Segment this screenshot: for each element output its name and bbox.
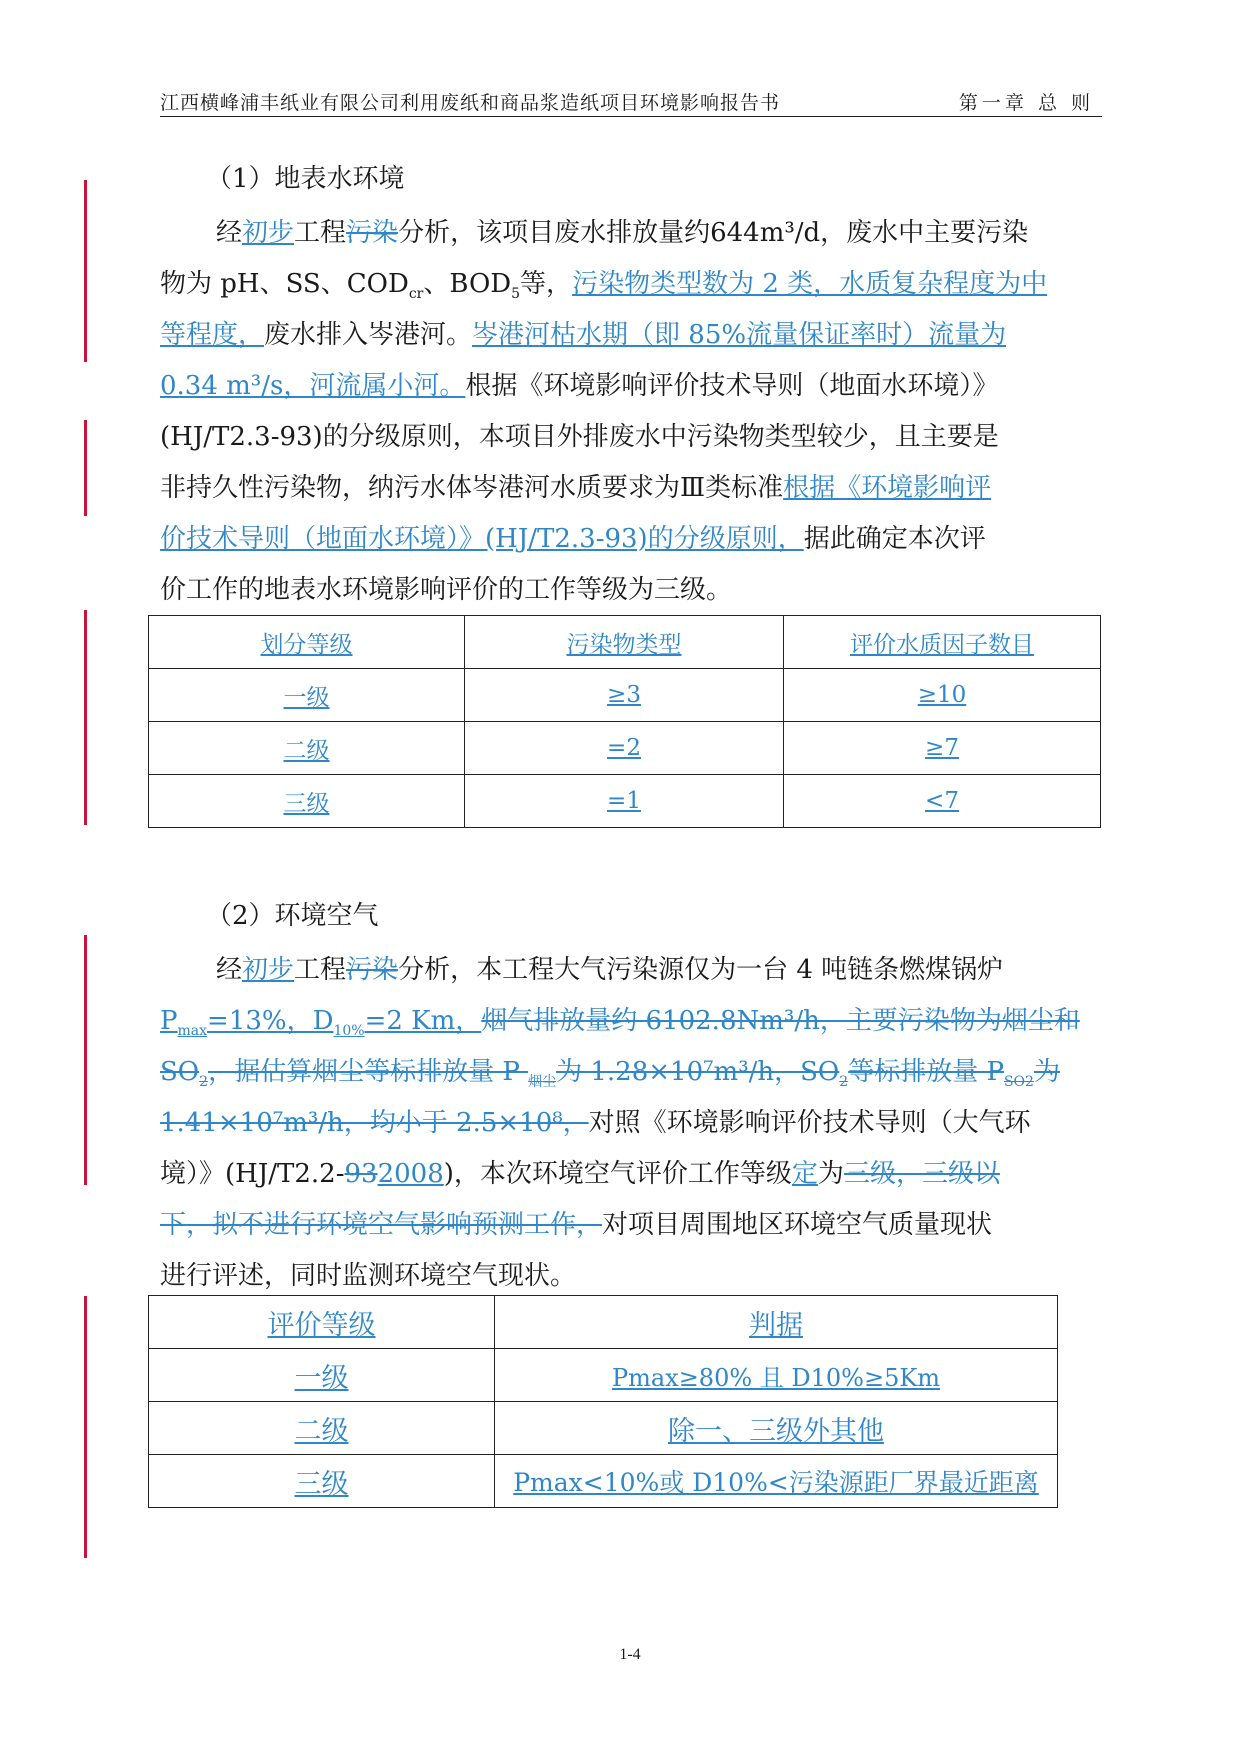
table-header-cell: 评价等级 (149, 1296, 495, 1349)
text-line: 0.34 m³/s，河流属小河。根据《环境影响评价技术导则（地面水环境）》 (160, 371, 999, 401)
revision-bar (84, 420, 87, 516)
table-cell: =1 (465, 775, 784, 828)
table-cell: 三级 (149, 775, 465, 828)
paragraph-surface-water (160, 208, 1102, 616)
table-cell: 三级 (149, 1455, 495, 1508)
section-heading-surface-water: （1）地表水环境 (206, 164, 405, 194)
revision-bar (84, 935, 87, 1185)
table-row (149, 775, 1101, 828)
table-cell: 一级 (149, 1349, 495, 1402)
table-cell: 二级 (149, 1402, 495, 1455)
paragraph-ambient-air (160, 945, 1102, 1302)
text-line: 经初步工程污染分析，该项目废水排放量约644m³/d，废水中主要污染 (216, 218, 1029, 248)
table-cell: 一级 (149, 669, 465, 722)
table-row (149, 1402, 1058, 1455)
table-cell: Pmax<10%或 D10%<污染源距厂界最近距离 (495, 1455, 1058, 1508)
section-heading-ambient-air: （2）环境空气 (206, 901, 379, 931)
page-number: 1-4 (619, 1646, 641, 1663)
table-row (149, 669, 1101, 722)
surface-water-grade-table (148, 615, 1101, 828)
table-cell: Pmax≥80% 且 D10%≥5Km (495, 1349, 1058, 1402)
ambient-air-grade-table (148, 1295, 1058, 1508)
table-cell: 二级 (149, 722, 465, 775)
chapter-title: 第一章 总 则 (958, 92, 1094, 114)
text-line: $P_{max}=13\%$，$D_{10\%}=2$ Km，烟气排放量约 6102.8Nm³/h，主要污染物为烟尘和 (160, 1006, 1080, 1040)
table-header-cell: 判据 (495, 1296, 1058, 1349)
document-title: 江西横峰浦丰纸业有限公司利用废纸和商品浆造纸项目环境影响报告书 (160, 92, 781, 114)
table-cell: <7 (784, 775, 1101, 828)
table-header-cell: 污染物类型 (465, 616, 784, 669)
text-line: 经初步工程污染分析，本工程大气污染源仅为一台 4 吨链条燃煤锅炉 (216, 955, 1004, 985)
table-cell: ≥7 (784, 722, 1101, 775)
table-row (149, 1349, 1058, 1402)
text-line: $SO_2$，据估算烟尘等标排放量 P $_{烟尘}$为 1.28×10⁷m³/h，$SO_2$等标排放量 $P_{SO2}$为 (160, 1057, 1060, 1091)
revision-bar (84, 1296, 87, 1558)
revision-bar (84, 610, 87, 825)
table-cell: ≥3 (465, 669, 784, 722)
table-cell: ≥10 (784, 669, 1101, 722)
text-line: 境）》(HJ/T2.2-932008)，本次环境空气评价工作等级定为三级，三级以 (160, 1159, 1000, 1189)
text-line: 价技术导则（地面水环境）》(HJ/T2.3-93)的分级原则，据此确定本次评 (160, 524, 986, 554)
table-cell: 除一、三级外其他 (495, 1402, 1058, 1455)
table-header-cell: 划分等级 (149, 616, 465, 669)
table-row (149, 722, 1101, 775)
text-line: 价工作的地表水环境影响评价的工作等级为三级。 (160, 575, 733, 605)
page-header (160, 84, 1102, 117)
revision-bar (84, 180, 87, 362)
text-line: 1.41×10⁷m³/h，均小于 2.5×10⁸，对照《环境影响评价技术导则（大气环 (160, 1108, 1031, 1138)
text-line: 非持久性污染物，纳污水体岑港河水质要求为Ⅲ类标准根据《环境影响评 (160, 473, 992, 503)
table-header-row (149, 1296, 1058, 1349)
text-line: 进行评述，同时监测环境空气现状。 (160, 1261, 577, 1291)
table-header-cell: 评价水质因子数目 (784, 616, 1101, 669)
table-header-row (149, 616, 1101, 669)
text-line: 下，拟不进行环境空气影响预测工作，对项目周围地区环境空气质量现状 (160, 1210, 993, 1240)
table-cell: =2 (465, 722, 784, 775)
text-line: 物为 pH、SS、$COD_{cr}$、$BOD_5$等，污染物类型数为 2 类，水质复杂程度为中 (160, 269, 1048, 303)
table-row (149, 1455, 1058, 1508)
text-line: (HJ/T2.3-93)的分级原则，本项目外排废水中污染物类型较少，且主要是 (160, 422, 999, 452)
text-line: 等程度，废水排入岑港河。岑港河枯水期（即 85%流量保证率时）流量为 (160, 320, 1007, 350)
